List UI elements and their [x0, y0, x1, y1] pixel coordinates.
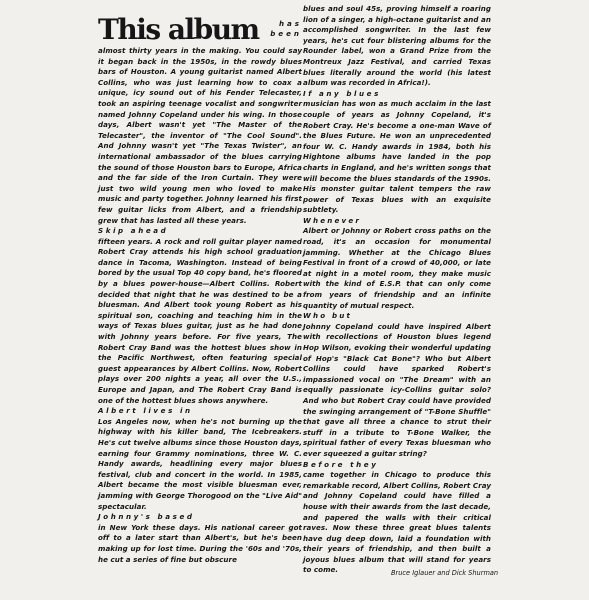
paragraph-lead: Who but: [303, 311, 353, 321]
paragraph-lead: Whenever: [303, 215, 362, 225]
paragraph-lead: Albert lives in: [98, 406, 193, 416]
paragraph: Los Angeles now, when he's not burning up the highway with his killer band, The Icebreakers. He's cut twelve albums since those Houston days, earning four Grammy nominations, three W. C. Handy awards, headlining every major blues festival, club and concert in the world. In 1985, Albert became the most visible bluesman ever, jamming with George Thorogood on the "Live Aid" spectacular.: [98, 416, 302, 511]
right-column: [303, 4, 491, 576]
paragraph-lead: Before they: [303, 459, 379, 469]
paragraph-lead: Johnny's based: [98, 512, 195, 522]
paragraph: in New York these days. His national career got off to a later start than Albert's, but he's been making up for lost time. During the '60s and '70s, he cut a series of fine but obscure: [98, 522, 302, 564]
title-continuation: has been: [270, 18, 302, 39]
paragraph: musician has won as much acclaim in the last couple of years as Johnny Copeland, it's Robert Cray. He's become a one-man Wave of the Blues Future. He won an unprecedented four W. C. Handy awards in 1984, both his Hightone albums have landed in the pop charts in England, and he's written songs that will become the blues standards of the 1990s. His monster guitar talent tempers the raw power of Texas blues with an exquisite subtlety.: [303, 99, 491, 215]
paragraph: Johnny Copeland could have inspired Albert with recollections of Houston blues legend Hop Wilson, evoking their wonderful updating of Hop's "Black Cat Bone"? Who but Albert Collins could have sparked Robert's impassioned vocal on "The Dream" with an equally passionate icy-Collins guitar solo? And who but Robert Cray could have provided the swinging arrangement of "T-Bone Shuffle" that gave all three a chance to strut their stuff in a tribute to T-Bone Walker, the spiritual father of every Texas bluesman who ever squeezed a guitar string?: [303, 321, 491, 458]
paragraph: fifteen years. A rock and roll guitar player named Robert Cray attends his high school graduation dance in Tacoma, Washington. Instead of being bored by the usual Top 40 copy band, he's floored by a blues power-house—Albert Collins. Robert decided that night that he was destined to be a bluesman. And Albert took young Robert as his spiritual son, coaching and teaching him in the ways of Texas blues guitar, just as he had done with Johnny years before. For five years, The Robert Cray Band was the hottest blues show in the Pacific Northwest, often featuring special guest appearances by Albert Collins. Now, Robert plays over 200 nights a year, all over the U.S., Europe and Japan, and The Robert Cray Band is one of the hottest blues shows anywhere.: [98, 236, 302, 405]
paragraph: Albert or Johnny or Robert cross paths on the road, it's an occasion for monumental jamming. Whether at the Chicago Blues Festival in front of a crowd of 40,000, or late at night in a motel room, they make music with the kind of E.S.P. that can only come from years of friendship and an infinite quantity of mutual respect.: [303, 226, 491, 310]
paragraph-lead: If any blues: [303, 88, 381, 98]
title-row: [98, 6, 302, 46]
paragraph: almost thirty years in the making. You could say it began back in the 1950s, in the rowdy blues bars of Houston. A young guitarist named Albert Collins, who was just learning how to coax a unique, icy sound out of his Fender Telecaster, took an aspiring teenage vocalist and songwriter named Johnny Copeland under his wing. In those days, Albert wasn't yet "The Master of the Telecaster", the inventor of "The Cool Sound". And Johnny wasn't yet "The Texas Twister", an international ambassador of the blues carrying the sound of those Houston bars to Europe, Africa and the far side of the Iron Curtain. They were just two wild young men who loved to make music and party together. Johnny learned his first few guitar licks from Albert, and a friendship grew that has lasted all these years.: [98, 46, 302, 225]
paragraph-lead: Skip ahead: [98, 226, 169, 236]
paragraph: blues and soul 45s, proving himself a roaring lion of a singer, a high-octane guitarist and an accomplished songwriter. In the last few years, he's cut four blistering albums for the Rounder label, won a Grand Prize from the Montreux Jazz Festival, and carried Texas blues literally around the world (his latest album was recorded in Africa!).: [303, 4, 491, 88]
page-title: This album: [98, 13, 259, 46]
left-column: [98, 6, 302, 565]
author-credit: Bruce Iglauer and Dick Shurman: [391, 569, 499, 577]
paragraph: came together in Chicago to produce this remarkable record, Albert Collins, Robert Cray and Johnny Copeland could have filled a house with their awards from the last decade, and papered the walls with their critical raves. Now these three great blues talents have dug deep down, laid a foundation with their years of friendship, and then built a joyous blues album that will stand for years to come.: [303, 470, 491, 575]
